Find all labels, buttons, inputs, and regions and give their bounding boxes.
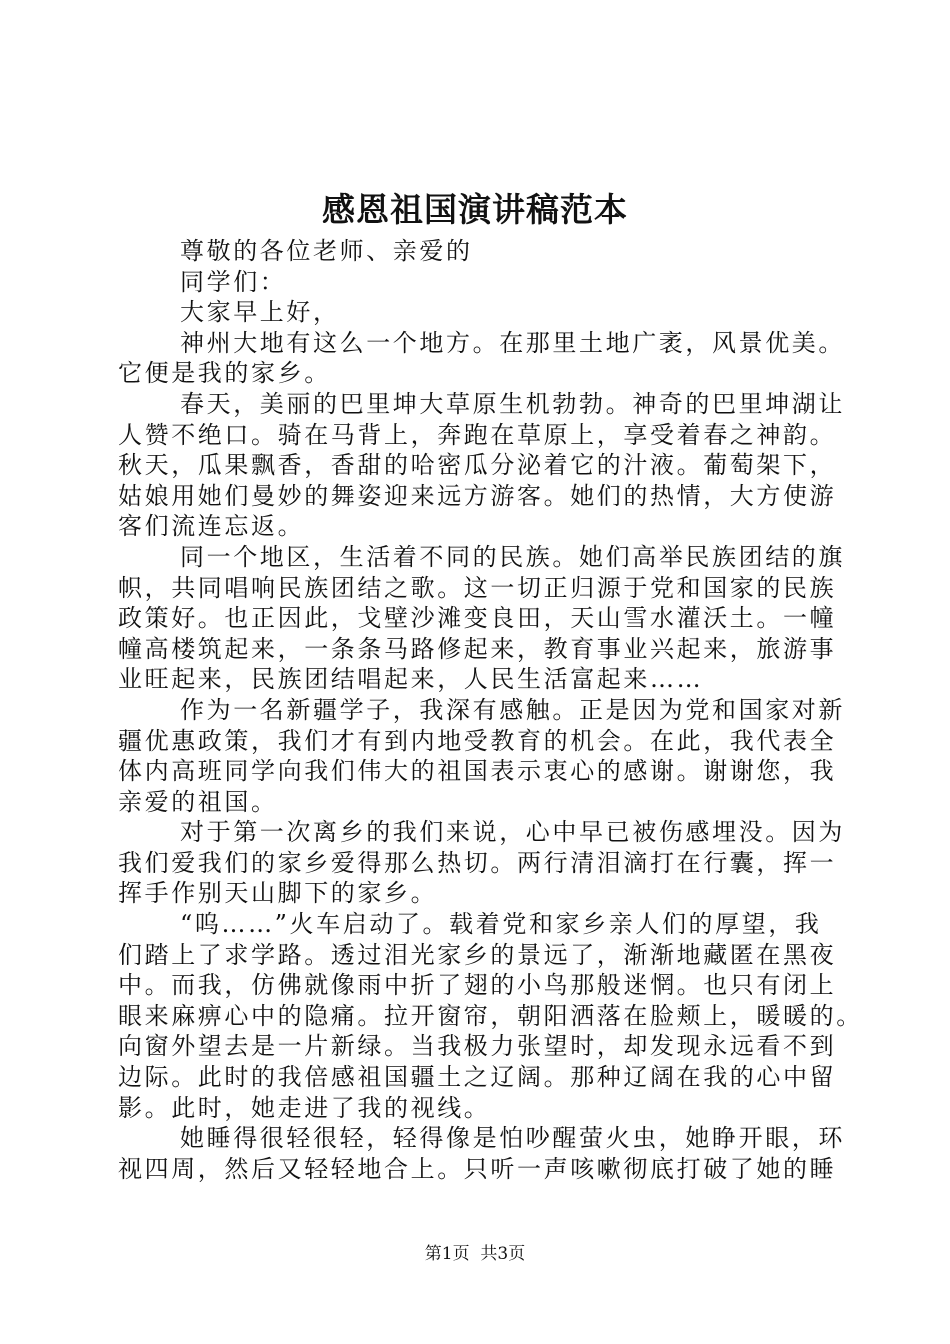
document-body [118, 236, 863, 1184]
text-line: 政策好。也正因此，戈壁沙滩变良田，天山雪水灌沃土。一幢 [118, 604, 837, 633]
text-line: 尊敬的各位老师、亲爱的 [180, 237, 473, 265]
text-line: 们踏上了求学路。透过泪光家乡的景远了，渐渐地藏匿在黑夜 [118, 940, 837, 969]
text-line: 同学们： [180, 267, 287, 296]
text-line: 疆优惠政策，我们才有到内地受教育的机会。在此，我代表全 [118, 726, 837, 755]
text-line: 作为一名新疆学子，我深有感触。正是因为党和国家对新 [180, 695, 845, 724]
text-line: 客们流连忘返。 [118, 512, 305, 541]
text-line: 边际。此时的我倍感祖国疆土之辽阔。那种辽阔在我的心中留 [118, 1063, 837, 1092]
text-line: 亲爱的祖国。 [118, 787, 278, 816]
text-line: 业旺起来，民族团结唱起来，人民生活富起来…… [118, 665, 704, 694]
text-line: 姑娘用她们曼妙的舞姿迎来远方游客。她们的热情，大方使游 [118, 481, 837, 510]
text-line: 它便是我的家乡。 [118, 359, 331, 388]
text-line: 体内高班同学向我们伟大的祖国表示衷心的感谢。谢谢您，我 [118, 757, 837, 786]
text-line: 大家早上好， [180, 298, 340, 327]
text-line: 挥手作别天山脚下的家乡。 [118, 879, 438, 908]
text-line: 同一个地区，生活着不同的民族。她们高举民族团结的旗 [180, 542, 845, 571]
text-line: 春天，美丽的巴里坤大草原生机勃勃。神奇的巴里坤湖让 [180, 389, 845, 418]
text-line: 对于第一次离乡的我们来说，心中早已被伤感埋没。因为 [180, 818, 845, 847]
text-line: 人赞不绝口。骑在马背上，奔跑在草原上，享受着春之神韵。 [118, 420, 837, 449]
text-line: 我们爱我们的家乡爱得那么热切。两行清泪滴打在行囊，挥一 [118, 848, 837, 877]
text-line: 神州大地有这么一个地方。在那里土地广袤，风景优美。 [180, 328, 845, 357]
text-line: 帜，共同唱响民族团结之歌。这一切正归源于党和国家的民族 [118, 573, 837, 602]
page-number-footer: 第1页 共3页 [424, 1244, 526, 1264]
text-line: 影。此时，她走进了我的视线。 [118, 1093, 491, 1122]
text-line: “呜……”火车启动了。载着党和家乡亲人们的厚望，我 [180, 910, 822, 939]
text-line: 秋天，瓜果飘香，香甜的哈密瓜分泌着它的汁液。葡萄架下， [118, 451, 837, 480]
text-line: 中。而我，仿佛就像雨中折了翅的小鸟那般迷惘。也只有闭上 [118, 971, 837, 1000]
text-line: 向窗外望去是一片新绿。当我极力张望时，却发现永远看不到 [118, 1032, 837, 1061]
text-line: 眼来麻痹心中的隐痛。拉开窗帘，朝阳洒落在脸颊上，暖暖的。 [118, 1001, 863, 1030]
text-line: 视四周，然后又轻轻地合上。只听一声咳嗽彻底打破了她的睡 [118, 1154, 837, 1183]
document-title: 感恩祖国演讲稿范本 [322, 190, 628, 229]
text-line: 幢高楼筑起来，一条条马路修起来，教育事业兴起来，旅游事 [118, 634, 837, 663]
text-line: 她睡得很轻很轻，轻得像是怕吵醒萤火虫，她睁开眼，环 [180, 1124, 845, 1153]
